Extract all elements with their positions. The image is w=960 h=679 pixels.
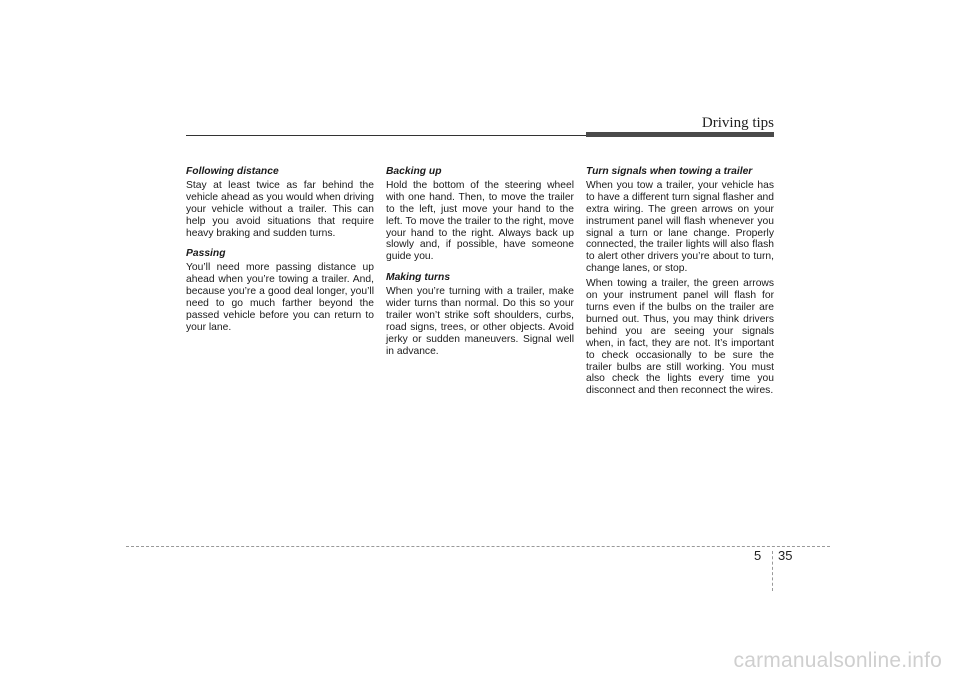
paragraph-turn-signals-1: When you tow a trailer, your vehicle has to have a different turn signal flasher and extra wiring. The green arrows on your instrument panel will flash whenever you signal a turn or lane change. Properly connected, the trailer lights will also flash to alert other drivers you’re about to turn, change lanes, or stop. [586, 179, 774, 275]
footer-rule [126, 546, 830, 547]
heading-following-distance: Following distance [186, 166, 279, 177]
page-number: 35 [778, 548, 793, 563]
heading-passing: Passing [186, 248, 226, 260]
paragraph-passing: You’ll need more passing distance up ahead when you’re towing a trailer. And, because you’re a good deal longer, you’ll need to go much farther beyond the passed vehicle before you can return to your lane. [186, 262, 374, 333]
header-rule-accent [586, 132, 774, 137]
header-rule [186, 135, 586, 136]
heading-turn-signals: Turn signals when towing a trailer [586, 166, 753, 177]
section-title: Driving tips [701, 115, 774, 131]
heading-backing-up: Backing up [386, 166, 442, 177]
text-column-1 [186, 166, 374, 343]
paragraph-backing-up: Hold the bottom of the steering wheel with one hand. Then, to move the trailer to the left, just move your hand to the left. To move the trailer to the right, move your hand to the right. Always back up slowly and, if possible, have someone guide you. [386, 179, 574, 263]
footer-divider [772, 551, 773, 591]
heading-making-turns: Making turns [386, 272, 451, 284]
paragraph-following-distance: Stay at least twice as far behind the vehicle ahead as you would when driving your vehicle without a trailer. This can help you avoid situations that require heavy braking and sudden turns. [186, 179, 374, 239]
paragraph-making-turns: When you’re turning with a trailer, make wider turns than normal. Do this so your trailer won’t strike soft shoulders, curbs, road signs, trees, or other objects. Avoid jerky or sudden maneuvers. Signal well in advance. [386, 286, 574, 357]
text-column-2 [386, 166, 574, 367]
text-column-3 [586, 166, 774, 406]
paragraph-turn-signals-2: When towing a trailer, the green arrows on your instrument panel will flash for turns even if the bulbs on the trailer are burned out. Thus, you may think drivers behind you are seeing your signals when, in fact, they are not. It’s important to check occasionally to be sure the trailer bulbs are still working. You must also check the lights every time you disconnect and then reconnect the wires. [586, 278, 774, 397]
chapter-number: 5 [754, 548, 762, 563]
watermark: carmanualsonline.info [733, 649, 942, 672]
